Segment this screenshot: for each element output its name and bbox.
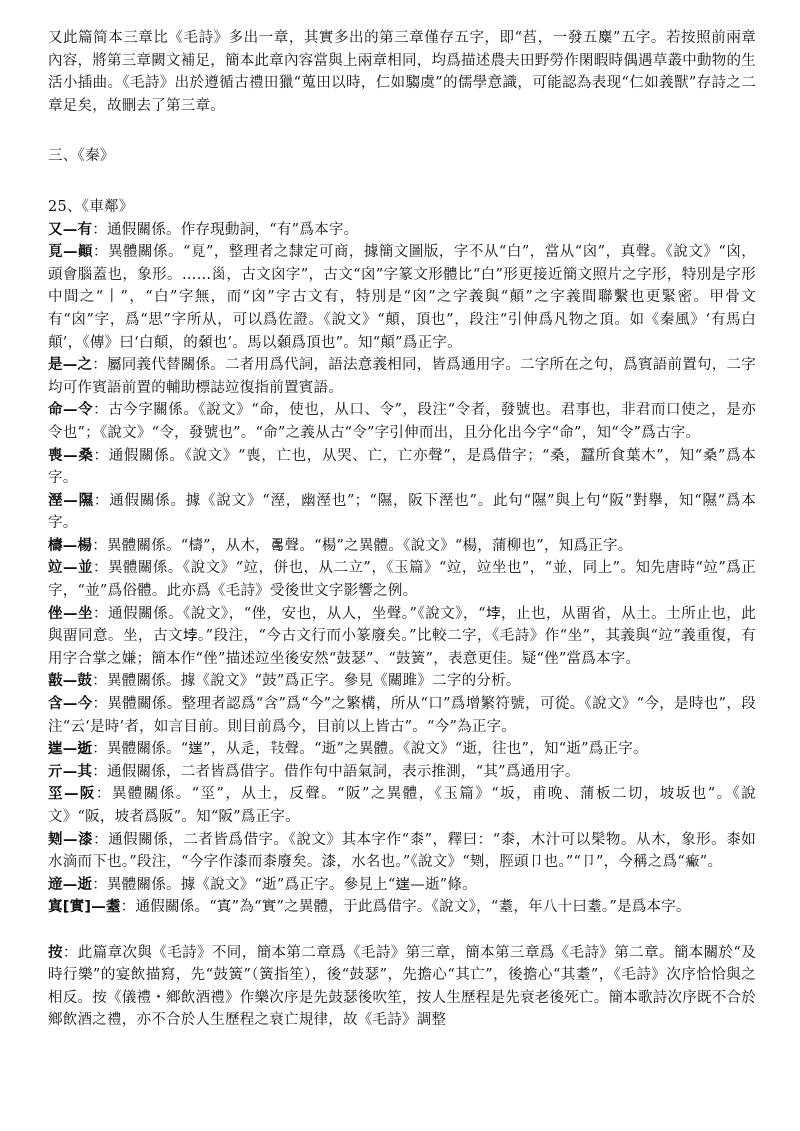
document-page bbox=[48, 27, 756, 1032]
entry-term: 𨓏—逝 bbox=[48, 741, 93, 758]
entry-text: ：異體關係。據《說文》“逝”爲正字。參見上“𨓏—逝”條。 bbox=[92, 876, 477, 893]
entry-term: 遆—逝 bbox=[48, 876, 93, 893]
entry-paragraph bbox=[48, 219, 756, 242]
entry-text: ：異體關係。“𨓏”，从辵，𢽁聲。“逝”之異體。《說文》“逝，往也”，知“逝”爲正字。 bbox=[92, 741, 648, 758]
entry-text: ：古今字關係。《說文》“命，使也，从口、令”，段注“令者，發號也。君事也，非君而口使之，是亦令也”；《說文》“令，發號也”。“命”之義从古“令”字引伸而出，且分化出今字“命”，知“令”爲古字。 bbox=[48, 402, 756, 441]
entry-paragraph bbox=[48, 557, 756, 602]
entry-term: 㓶—漆 bbox=[48, 831, 94, 848]
entry-paragraph bbox=[48, 761, 756, 784]
entry-text: ：通假關係，二者皆爲借字。《說文》其本字作“桼”，釋曰：“桼，木汁可以髤物。从木，象形。桼如水滴而下也。”段注，“今字作漆而桼廢矣。漆，水名也。”《說文》“㓶，脛頭卩也。”“卩”，今稱之爲“𤺓”。 bbox=[48, 831, 756, 871]
entry-term: 敼—鼓 bbox=[48, 673, 93, 690]
entry-text: ：異體關係。《說文》“竝，併也，从二立”，《玉篇》“竝，竝坐也”，“並，同上”。知先唐時“竝”爲正字，“並”爲俗體。此亦爲《毛詩》受後世文字影響之例。 bbox=[48, 560, 756, 600]
spacer bbox=[48, 919, 756, 942]
entry-term: 侳—坐 bbox=[48, 605, 94, 622]
entry-paragraph bbox=[48, 829, 756, 874]
entry-paragraph bbox=[48, 874, 756, 897]
note-paragraph bbox=[48, 942, 756, 1032]
entry-paragraph bbox=[48, 670, 756, 693]
entry-text: ：通假關係。作存現動詞，“有”爲本字。 bbox=[92, 221, 359, 238]
intro-paragraph: 又此篇简本三章比《毛詩》多出一章，其實多出的第三章僅存五字，即“萏，一發五麋”五字。若按照前兩章內容，將第三章闕文補足，簡本此章內容當與上兩章相同，均爲描述農夫田野勞作閑暇時偶遇草叢中動物的生活小插曲。《毛詩》出於遵循古禮田獵“蒐田以時，仁如騶虞”的儒學意識，可能認為表现“仁如義獸”存詩之二章足矣，故刪去了第三章。 bbox=[48, 30, 756, 114]
entry-text: ：通假關係。《說文》“喪，亡也，从哭、亡，亡亦聲”，是爲借字；“桑，蠶所食葉木”，知“桑”爲本字。 bbox=[48, 447, 757, 487]
entry-term: 寘[實]—耋 bbox=[48, 899, 121, 916]
entry-paragraph bbox=[48, 783, 756, 828]
entry-text: ：通假關係。據《說文》“溼，幽溼也”；“隰，阪下溼也”。此句“隰”與上句“阪”對擧，知“隰”爲本字。 bbox=[48, 492, 757, 532]
entry-term: 含—今 bbox=[48, 696, 93, 713]
entry-term: 檮—楊 bbox=[48, 537, 93, 554]
entry-term: 𩑋—顛 bbox=[48, 244, 94, 261]
entry-term: 亓—其 bbox=[48, 763, 93, 780]
entry-term: 竝—並 bbox=[48, 560, 93, 577]
entry-paragraph bbox=[48, 354, 756, 399]
note-term: 按 bbox=[48, 944, 63, 961]
entry-term: 又—有 bbox=[48, 221, 93, 238]
entry-text: ：異體關係。整理者認爲“含”爲“今”之繁構，所从“口”爲增繁符號，可從。《說文》“今，是時也”，段注“云‘是時’者，如言目前。則目前爲今，目前以上皆古”。“今”為正字。 bbox=[48, 696, 756, 735]
entry-term: 坙—阪 bbox=[48, 786, 96, 803]
entry-paragraph bbox=[48, 490, 756, 535]
poem-heading: 25、《車鄰》 bbox=[48, 198, 134, 215]
entry-paragraph bbox=[48, 896, 756, 919]
section-heading: 三、《秦》 bbox=[48, 148, 115, 165]
entry-text: ：通假關係，二者皆爲借字。借作句中語氣詞，表示推測，“其”爲通用字。 bbox=[92, 763, 580, 780]
entry-text: ：異體關係。據《說文》“鼓”爲正字。參見《關雎》二字的分析。 bbox=[92, 673, 521, 690]
note-text: ：此篇章次與《毛詩》不同，簡本第二章爲《毛詩》第三章，簡本第三章爲《毛詩》第二章。簡本關於“及時行樂”的宴飲描寫，先“鼓簧”（簧指笙），後“鼓瑟”，先擔心“其亡”，後擔心“其耋”，《毛詩》次序恰恰與之相反。按《儀禮・鄉飲酒禮》作樂次序是先鼓瑟後吹笙，按人生歷程是先衰老後死亡。簡本歌詩次序既不合於鄉飲酒之禮，亦不合於人生歷程之衰亡規律，故《毛詩》調整 bbox=[48, 944, 756, 1029]
entry-text: ：通假關係。“寘”為“實”之異體，于此爲借字。《說文》，“耋，年八十曰耋。”是爲本字。 bbox=[120, 899, 691, 916]
entry-text: ：異體關係。“檮”，从木，𠷎聲。“楊”之異體。《說文》“楊，蒲柳也”，知爲正字。 bbox=[92, 537, 633, 554]
entry-term: 是—之 bbox=[48, 357, 93, 374]
entry-paragraph bbox=[48, 445, 756, 490]
entry-text: ：通假關係。《說文》，“侳，安也，从人，坐聲。”《說文》，“𡋯，止也，从畱省，从土。土所止也，此與畱同意。坐，古文𡋯。”段注，“今古文行而小篆廢矣。”比較二字，《毛詩》作“坐”，其義與“竝”義重復，有用字合掌之嫌；簡本作“侳”描述竝坐後安然“鼓瑟”、“鼓簧”，表意更佳。疑“侳”當爲本字。 bbox=[48, 605, 757, 667]
entry-text: ：異體關係。“𩑋”，整理者之隸定可商，據簡文圖版，字不从“白”，當从“囟”，真聲。《說文》“囟，頭會腦蓋也，象形。……𡿺，古文囟字”，古文“囟”字篆文形體比“白”形更接近簡文照片之字形，特別是字形中間之“丨”，“白”字無，而“囟”字古文有，特別是“囟”之字義與“顛”之字義間聯繫也更緊密。甲骨文有“囟”字，爲“思”字所从，可以爲佐證。《說文》“顛，頂也”，段注“引伸爲凡物之頂。如《秦風》‘有馬白顛’，《傳》曰‘白顛，的顙也’。馬以顙爲頂也”。知“顛”爲正字。 bbox=[48, 244, 757, 351]
spacer bbox=[48, 168, 756, 196]
entry-paragraph bbox=[48, 693, 756, 738]
spacer bbox=[48, 117, 756, 145]
entry-term: 喪—桑 bbox=[48, 447, 94, 464]
entry-text: ：屬同義代替關係。二者用爲代詞，語法意義相同，皆爲通用字。二字所在之句，爲賓語前置句，二字均可作賓語前置的輔助標誌竝復指前置賓語。 bbox=[48, 357, 756, 396]
entry-paragraph bbox=[48, 241, 756, 354]
entry-paragraph bbox=[48, 603, 756, 671]
entry-term: 命—令 bbox=[48, 402, 94, 419]
entry-paragraph bbox=[48, 738, 756, 761]
entry-paragraph bbox=[48, 535, 756, 558]
entry-list bbox=[48, 219, 756, 919]
entry-term: 溼—隰 bbox=[48, 492, 94, 509]
entry-text: ：異體關係。“坙”，从土，反聲。“阪”之異體，《玉篇》“坂，甫晚、蒲板二切，坡坂也”。《說文》“阪，坡者爲阪”。知“阪”爲正字。 bbox=[48, 786, 756, 825]
entry-paragraph bbox=[48, 399, 756, 444]
